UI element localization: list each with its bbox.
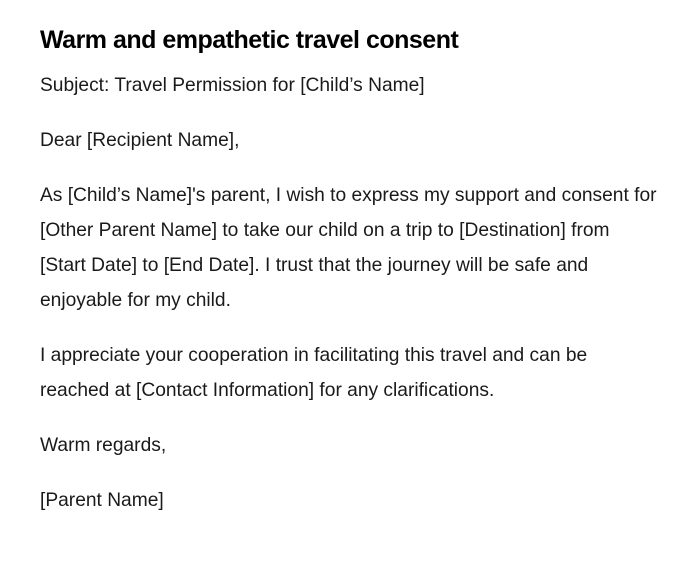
letter-signature: [Parent Name] bbox=[40, 490, 164, 511]
letter-title: Warm and empathetic travel consent bbox=[40, 26, 459, 54]
letter-body-paragraph-2: I appreciate your cooperation in facilitating this travel and can be reached at [Contact Information] for any clarifications. bbox=[40, 345, 588, 401]
letter-salutation: Dear [Recipient Name], bbox=[40, 130, 240, 151]
letter-body-paragraph-1: As [Child’s Name]'s parent, I wish to express my support and consent for [Other Parent Name] to take our child on a trip to [Destination] from [Start Date] to [End Date]. I trust that the journey will be safe and enjoyable for my child. bbox=[40, 185, 657, 311]
letter-document bbox=[40, 22, 660, 518]
letter-closing: Warm regards, bbox=[40, 435, 167, 456]
letter-subject: Subject: Travel Permission for [Child’s Name] bbox=[40, 75, 425, 96]
